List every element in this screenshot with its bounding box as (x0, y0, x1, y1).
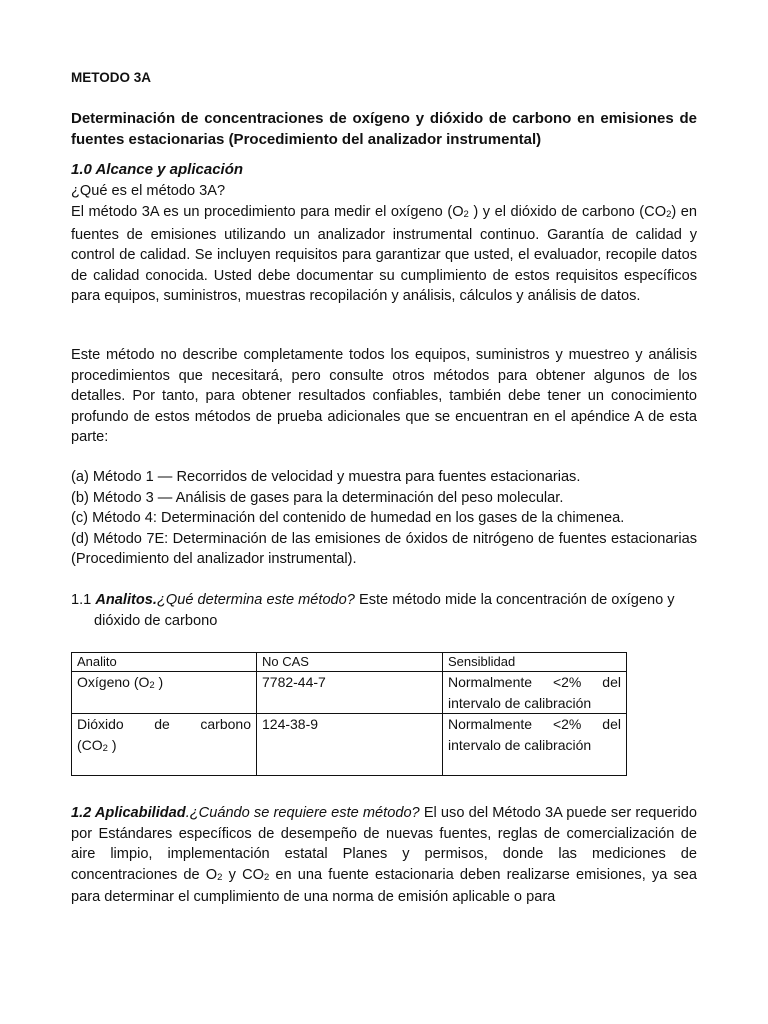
analyte-name: Dióxido de carbono (77, 716, 251, 732)
paragraph-definition (71, 202, 697, 307)
paragraph-references: Este método no describe completamente todos los equipos, suministros y muestreo y análisis procedimientos que necesitará, pero consulte otros métodos para obtener algunos de los detalles. Por tanto, para obtener resultados confiables, también debe tener un conocimiento profundo de estos métodos de prueba adicionales que se encuentran en el apéndice A de esta parte: (71, 347, 697, 445)
table-row (72, 714, 627, 776)
list-item: (d) Método 7E: Determinación de las emisiones de óxidos de nitrógeno de fuentes estacionarias (Procedimiento del analizador instrumental). (71, 530, 697, 567)
sensitivity-line: Normalmente <2% del (448, 716, 621, 732)
applicability-text-c: en una fuente estacionaria deben realizarse emisiones, ya sea para determinar el cumplimiento de una norma de emisión aplicable o para (71, 866, 698, 905)
cell-analyte (72, 672, 257, 714)
analitos-number: 1.1 (71, 592, 96, 608)
co2-subscript: 2 (666, 209, 672, 220)
paragraph-applicability (71, 803, 697, 908)
analyte-name: Oxígeno (O (77, 674, 150, 690)
analyte-table (71, 652, 627, 776)
p1-text-b: ) y el dióxido de carbono (CO (468, 204, 667, 220)
section-heading-scope: 1.0 Alcance y aplicación (71, 161, 244, 178)
cell-sensitivity (443, 714, 627, 776)
analyte-close: ) (107, 736, 117, 753)
cell-sensitivity (443, 672, 627, 714)
applicability-heading: 1.2 Aplicabilidad (71, 805, 186, 821)
applicability-text-a: El uso del Método 3A puede ser requerido por Estándares específicos de desempeño de nuevas fuentes, reglas de comercialización de aire limpio, implementación estatal Planes y permisos, donde las mediciones de concentraciones de O (71, 805, 697, 883)
cell-cas: 7782-44-7 (257, 672, 443, 714)
applicability-question: .¿Cuándo se requiere este método? (185, 805, 420, 821)
list-item: (b) Método 3 — Análisis de gases para la determinación del peso molecular. (71, 489, 564, 506)
p1-text-a: El método 3A es un procedimiento para medir el oxígeno (O (71, 204, 464, 220)
sensitivity-line: intervalo de calibración (448, 736, 592, 753)
column-header-sensitivity: Sensiblidad (443, 653, 627, 672)
analitos-text: Este método mide la concentración de oxígeno y (354, 592, 675, 608)
section-question: ¿Qué es el método 3A? (71, 183, 226, 199)
analyte-subscript: 2 (149, 680, 155, 691)
column-header-analyte: Analito (72, 653, 257, 672)
sensitivity-line: Normalmente <2% del (448, 674, 621, 690)
document-title: Determinación de concentraciones de oxígeno y dióxido de carbono en emisiones de fuentes estacionarias (Procedimiento del analizador instrumental) (71, 110, 697, 148)
list-item: (c) Método 4: Determinación del contenido de humedad en los gases de la chimenea. (71, 510, 625, 526)
analitos-label: Analitos. (95, 592, 157, 608)
method-label: METODO 3A (71, 70, 152, 85)
analitos-question: ¿Qué determina este método? (156, 592, 355, 608)
co2-subscript: 2 (263, 871, 270, 883)
p1-text-c: ) en fuentes de emisiones utilizando un analizador instrumental continuo. Garantía de calidad y control de calidad. Se incluyen requisitos para garantizar que usted, el evaluador, recopile datos de calidad conocida. Usted debe documentar su cumplimiento de estos requisitos específicos para equipos, suministros, muestras recopilación y análisis, cálculos y análisis de datos. (71, 204, 697, 304)
analyte-subscript: 2 (102, 742, 108, 754)
table-header-row (72, 653, 627, 672)
method-list (71, 467, 697, 570)
analyte-close: ) (154, 674, 164, 690)
column-header-cas: No CAS (257, 653, 443, 672)
list-item: (a) Método 1 — Recorridos de velocidad y muestra para fuentes estacionarias. (71, 469, 581, 485)
analitos-text-continued: dióxido de carbono (94, 613, 218, 629)
analitos-paragraph (71, 590, 697, 632)
cell-cas: 124-38-9 (257, 714, 443, 776)
cell-analyte (72, 714, 257, 776)
sensitivity-line: intervalo de calibración (448, 694, 592, 711)
applicability-text-b: y CO (222, 866, 264, 883)
o2-subscript: 2 (217, 871, 223, 883)
table-row (72, 672, 627, 714)
analyte-formula: (CO (77, 736, 103, 753)
o2-subscript: 2 (463, 209, 469, 220)
